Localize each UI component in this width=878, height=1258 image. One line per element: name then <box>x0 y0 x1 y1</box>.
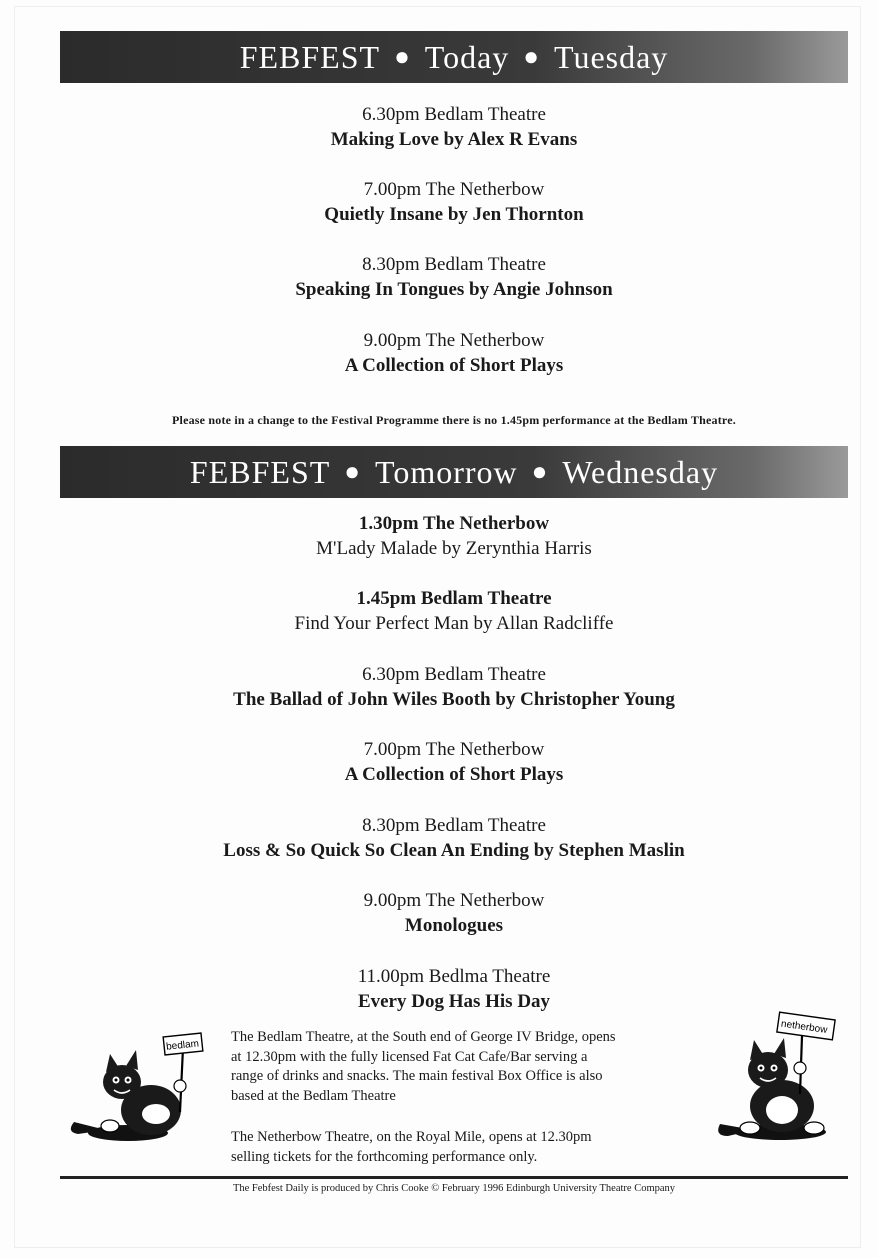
bullet-icon: ● <box>523 42 541 71</box>
info-line: based at the Bedlam Theatre <box>231 1087 396 1104</box>
banner-right: Wednesday <box>562 453 719 490</box>
footer-credit: The Febfest Daily is produced by Chris Cooke © February 1996 Edinburgh University Theatre Company <box>232 1183 676 1194</box>
event-time: 1.45pm Bedlam Theatre <box>356 588 552 609</box>
event-title: Find Your Perfect Man by Allan Radcliffe <box>294 613 614 634</box>
today-event-3 <box>60 252 848 302</box>
info-line: range of drinks and snacks. The main festival Box Office is also <box>231 1068 603 1084</box>
tomorrow-event-3 <box>60 662 848 712</box>
tomorrow-event-2 <box>60 586 848 636</box>
event-time: 6.30pm Bedlam Theatre <box>362 104 546 125</box>
event-title: A Collection of Short Plays <box>344 764 564 785</box>
info-line: The Netherbow Theatre, on the Royal Mile, opens at 12.30pm <box>231 1129 592 1145</box>
event-title: Speaking In Tongues by Angie Johnson <box>295 279 613 300</box>
event-title: Every Dog Has His Day <box>357 991 551 1012</box>
today-event-4 <box>60 328 848 378</box>
event-time: 9.00pm The Netherbow <box>363 890 545 911</box>
bullet-icon: ● <box>344 457 362 486</box>
sign-label: netherbow <box>780 1018 829 1036</box>
today-event-2 <box>60 177 848 227</box>
event-time: 1.30pm The Netherbow <box>358 513 550 534</box>
event-title: M'Lady Malade by Zerynthia Harris <box>316 538 592 559</box>
event-time: 7.00pm The Netherbow <box>363 739 545 760</box>
event-title: Making Love by Alex R Evans <box>330 129 578 150</box>
event-title: Loss & So Quick So Clean An Ending by Stephen Maslin <box>223 840 685 861</box>
footer-divider <box>60 1176 848 1179</box>
tomorrow-event-4 <box>60 737 848 787</box>
banner-left: FEBFEST <box>239 38 381 75</box>
event-time: 7.00pm The Netherbow <box>363 179 545 200</box>
bedlam-info <box>231 1028 701 1106</box>
tomorrow-event-5 <box>60 813 848 863</box>
event-title: The Ballad of John Wiles Booth by Christopher Young <box>233 689 675 710</box>
event-title: A Collection of Short Plays <box>344 355 564 376</box>
event-time: 8.30pm Bedlam Theatre <box>362 254 546 275</box>
banner-mid: Today <box>424 38 510 75</box>
cat-mascot-icon <box>710 1010 840 1145</box>
netherbow-info <box>231 1128 701 1167</box>
today-banner <box>60 31 848 83</box>
banner-left: FEBFEST <box>189 453 331 490</box>
sign-label: bedlam <box>165 1038 200 1053</box>
today-event-1 <box>60 102 848 152</box>
info-line: The Bedlam Theatre, at the South end of George IV Bridge, opens <box>231 1029 616 1045</box>
tomorrow-banner <box>60 446 848 498</box>
event-time: 6.30pm Bedlam Theatre <box>362 664 546 685</box>
event-time: 9.00pm The Netherbow <box>363 330 545 351</box>
event-title: Monologues <box>404 915 504 936</box>
tomorrow-event-7 <box>60 964 848 1014</box>
cat-mascot-icon <box>66 1030 206 1145</box>
event-title: Quietly Insane by Jen Thornton <box>324 204 584 225</box>
tomorrow-event-6 <box>60 888 848 938</box>
programme-change-note: Please note in a change to the Festival Programme there is no 1.45pm performance at the Bedlam Theatre. <box>172 413 736 427</box>
info-line: at 12.30pm with the fully licensed Fat Cat Cafe/Bar serving a <box>231 1048 588 1065</box>
event-time: 8.30pm Bedlam Theatre <box>362 815 546 836</box>
event-time: 11.00pm Bedlma Theatre <box>357 966 551 987</box>
bullet-icon: ● <box>394 42 411 71</box>
info-line: selling tickets for the forthcoming performance only. <box>231 1148 538 1165</box>
banner-mid: Tomorrow <box>375 453 518 490</box>
tomorrow-event-1 <box>60 511 848 561</box>
banner-right: Tuesday <box>554 38 669 75</box>
bullet-icon: ● <box>531 457 549 486</box>
